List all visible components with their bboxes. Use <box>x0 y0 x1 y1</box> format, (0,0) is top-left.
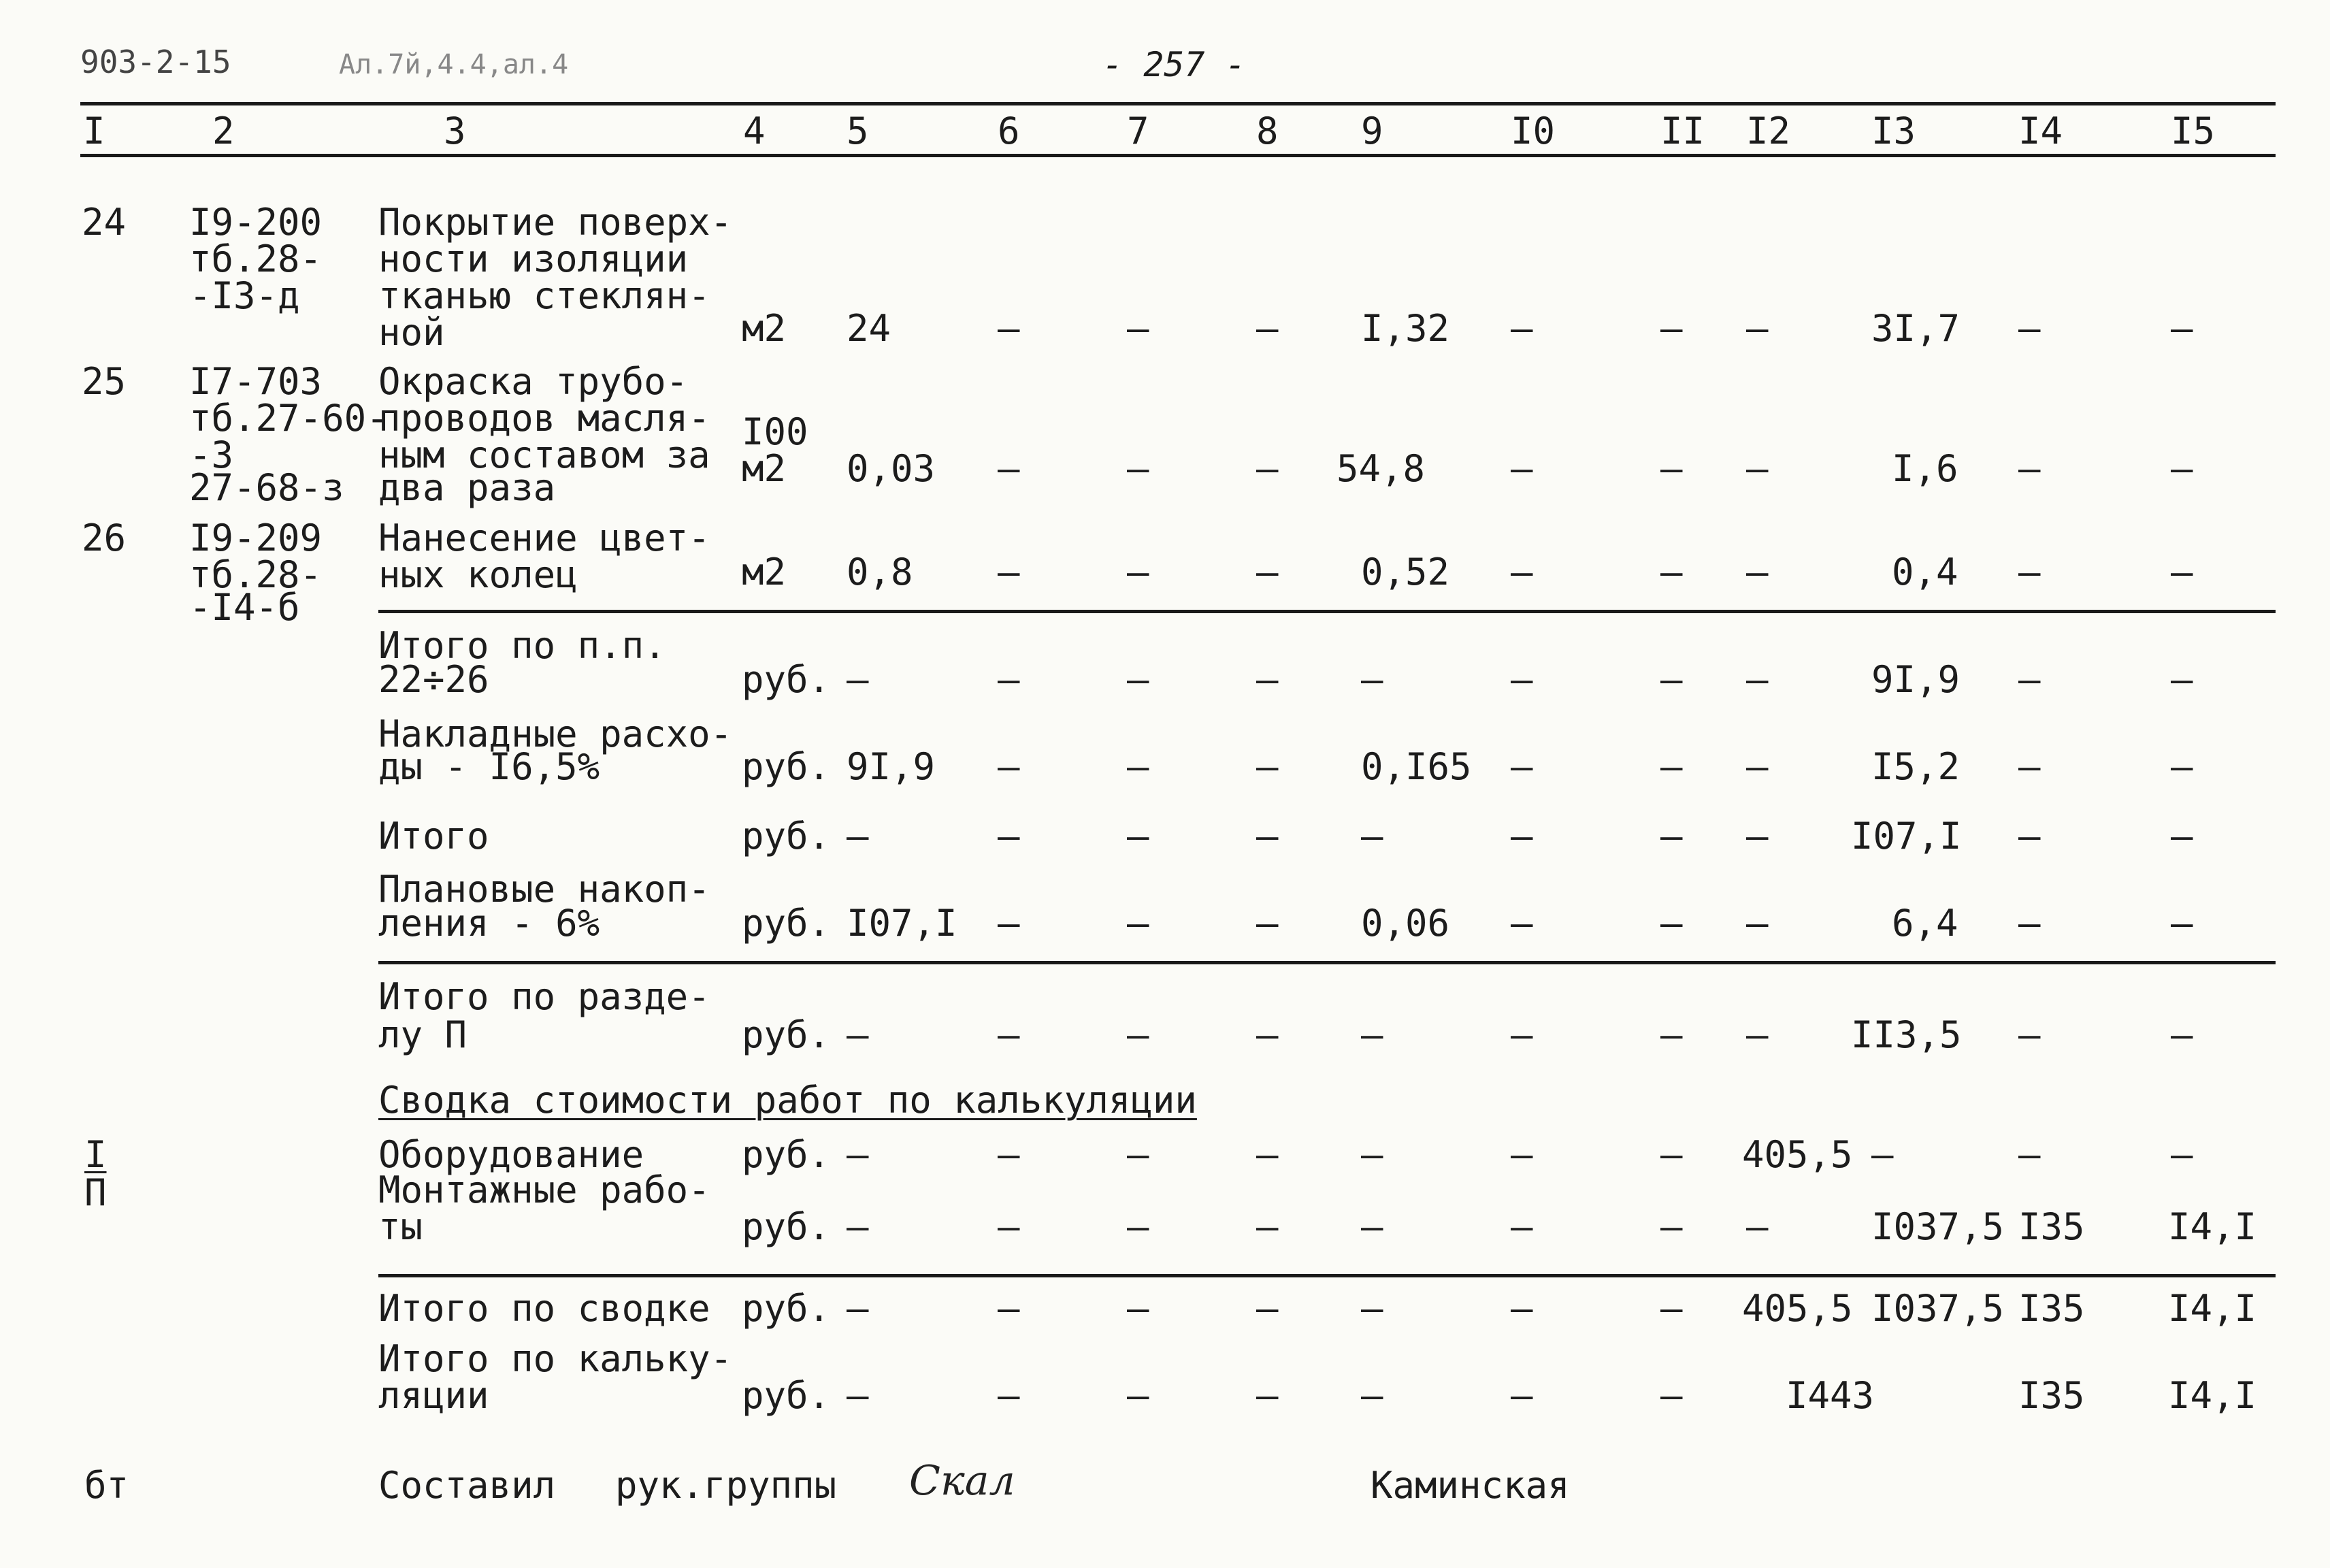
cell: – <box>1511 815 1533 858</box>
cell: – <box>2171 815 2193 858</box>
cell: 0,I65 <box>1361 745 1472 788</box>
unit: руб. <box>742 658 831 701</box>
work-description: ных колец <box>378 553 578 596</box>
cell: I35 <box>2018 1205 2085 1248</box>
cell: I4,I <box>2168 1205 2257 1248</box>
cell: – <box>1127 658 1149 701</box>
doc-code-suffix: Ал.7й,4.4,ал.4 <box>339 49 569 80</box>
cell: 0,4 <box>1892 551 1958 593</box>
unit: руб. <box>742 1374 831 1417</box>
work-description: проводов масля- <box>378 397 710 440</box>
row-label: Итого по кальку- <box>378 1337 733 1380</box>
header-top-rule <box>80 102 2276 105</box>
cell: – <box>2018 447 2041 490</box>
work-description: Покрытие поверх- <box>378 201 733 244</box>
col-header: I5 <box>2171 110 2216 152</box>
cell: I35 <box>2018 1287 2085 1330</box>
cell: – <box>1660 1133 1683 1176</box>
summary-heading: Сводка стоимости работ по калькуляции <box>378 1079 1197 1122</box>
cell: – <box>998 551 1020 593</box>
col-header: I3 <box>1871 110 1916 152</box>
cell: – <box>1660 815 1683 858</box>
signature: Скал <box>909 1457 1015 1505</box>
cell: – <box>1361 658 1383 701</box>
cell: – <box>1256 1205 1279 1248</box>
norm-code: I9-209 <box>189 517 323 559</box>
cell: – <box>1511 658 1533 701</box>
cell: – <box>1511 1133 1533 1176</box>
cell: – <box>1256 815 1279 858</box>
cell: – <box>1511 1287 1533 1330</box>
cell: I35 <box>2018 1374 2085 1417</box>
cell: – <box>1511 902 1533 945</box>
cell: – <box>1256 902 1279 945</box>
subtotal-rule <box>378 610 2276 613</box>
cell: – <box>1256 1013 1279 1056</box>
cell: – <box>1256 1287 1279 1330</box>
cell: – <box>1256 307 1279 350</box>
cell: – <box>1511 745 1533 788</box>
cell: 54,8 <box>1336 447 1426 490</box>
section-rule <box>378 961 2276 964</box>
norm-code: -3 <box>189 434 234 476</box>
cell: – <box>1127 1287 1149 1330</box>
cell: II3,5 <box>1851 1013 1962 1056</box>
cell: – <box>1660 1013 1683 1056</box>
col-header: I4 <box>2018 110 2063 152</box>
row-label: ты <box>378 1205 423 1248</box>
cell: 0,06 <box>1361 902 1450 945</box>
cell: – <box>1511 1205 1533 1248</box>
col-header: I2 <box>1746 110 1791 152</box>
cell: – <box>1746 658 1769 701</box>
cell: – <box>1511 307 1533 350</box>
cell: I037,5 <box>1871 1205 2005 1248</box>
cell: – <box>998 1205 1020 1248</box>
cell: – <box>1127 1133 1149 1176</box>
cell: 6,4 <box>1892 902 1958 945</box>
row-label: Плановые накоп- <box>378 868 710 911</box>
cell: I07,I <box>847 902 957 945</box>
row-label: Итого по п.п. <box>378 624 666 667</box>
unit: руб. <box>742 1133 831 1176</box>
unit: м2 <box>742 307 787 350</box>
cell: – <box>1746 815 1769 858</box>
row-label: лу П <box>378 1013 467 1056</box>
norm-code: 27-68-з <box>189 466 344 509</box>
cell: – <box>1361 1133 1383 1176</box>
norm-code: тб.28- <box>189 238 323 280</box>
cell: – <box>1361 815 1383 858</box>
cell: – <box>2018 307 2041 350</box>
cell: I443 <box>1786 1374 1875 1417</box>
role-label: рук.группы <box>615 1464 837 1507</box>
col-header: I <box>83 110 105 152</box>
cell: – <box>1361 1374 1383 1417</box>
cell: – <box>1746 902 1769 945</box>
cell: – <box>998 815 1020 858</box>
cell: – <box>998 447 1020 490</box>
col-header: 7 <box>1127 110 1149 152</box>
cell: – <box>1127 447 1149 490</box>
col-header: 2 <box>212 110 235 152</box>
cell: – <box>1660 447 1683 490</box>
cell: – <box>1660 1205 1683 1248</box>
row-label: Оборудование <box>378 1133 644 1176</box>
norm-code: -I4-б <box>189 586 300 629</box>
cell: – <box>1660 551 1683 593</box>
cell: – <box>1660 1287 1683 1330</box>
row-label: 22÷26 <box>378 658 489 701</box>
row-label: ления - 6% <box>378 902 600 945</box>
cell: – <box>1256 1133 1279 1176</box>
norm-code: тб.27-60- <box>189 397 389 440</box>
unit: м2 <box>742 447 787 490</box>
cell: – <box>1746 745 1769 788</box>
cell: I07,I <box>1851 815 1962 858</box>
cell: I,32 <box>1361 307 1450 350</box>
cell: – <box>1361 1013 1383 1056</box>
work-description: ной <box>378 311 445 354</box>
cell: – <box>847 1374 869 1417</box>
cell: – <box>1511 1013 1533 1056</box>
header-bottom-rule <box>80 154 2276 157</box>
cell: 405,5 <box>1742 1287 1853 1330</box>
doc-code: 903-2-15 <box>80 44 231 80</box>
unit: руб. <box>742 1287 831 1330</box>
cell: – <box>998 1287 1020 1330</box>
cell: – <box>1511 1374 1533 1417</box>
cell: – <box>1746 1013 1769 1056</box>
col-header: 5 <box>847 110 869 152</box>
cell: – <box>2018 1013 2041 1056</box>
row-label: Итого <box>378 815 489 858</box>
cell: I5,2 <box>1871 745 1960 788</box>
work-description: два раза <box>378 466 556 509</box>
cell: – <box>1127 745 1149 788</box>
unit: руб. <box>742 1205 831 1248</box>
cell: – <box>1660 1374 1683 1417</box>
cell: – <box>847 1287 869 1330</box>
row-label: ляции <box>378 1374 489 1417</box>
cell: – <box>2018 1133 2041 1176</box>
norm-code: -I3-д <box>189 274 300 317</box>
cell: – <box>1660 658 1683 701</box>
cell: – <box>1361 1205 1383 1248</box>
cell: – <box>2171 1133 2193 1176</box>
cell: – <box>2018 551 2041 593</box>
footer-code: бт <box>84 1464 129 1507</box>
row-number: 26 <box>82 517 127 559</box>
unit: руб. <box>742 902 831 945</box>
cell: – <box>998 1133 1020 1176</box>
cell: – <box>1127 1205 1149 1248</box>
cell: – <box>847 1133 869 1176</box>
cell: – <box>2171 902 2193 945</box>
cell: – <box>2018 745 2041 788</box>
cell: I,6 <box>1892 447 1958 490</box>
cell: – <box>1256 447 1279 490</box>
cell: I037,5 <box>1871 1287 2005 1330</box>
summary-rule <box>378 1274 2276 1277</box>
unit: руб. <box>742 1013 831 1056</box>
cell: 24 <box>847 307 891 350</box>
cell: – <box>1746 1205 1769 1248</box>
cell: – <box>1127 551 1149 593</box>
norm-code: тб.28- <box>189 553 323 596</box>
cell: – <box>2171 745 2193 788</box>
cell: 405,5 <box>1742 1133 1853 1176</box>
cell: – <box>998 658 1020 701</box>
norm-code: I9-200 <box>189 201 323 244</box>
unit: руб. <box>742 815 831 858</box>
cell: – <box>2018 815 2041 858</box>
work-description: ности изоляции <box>378 238 689 280</box>
cell: – <box>2171 307 2193 350</box>
cell: – <box>2171 1013 2193 1056</box>
col-header: II <box>1660 110 1705 152</box>
work-description: Окраска трубо- <box>378 360 689 403</box>
col-header: 4 <box>743 110 766 152</box>
cell: – <box>1660 307 1683 350</box>
row-number: I <box>84 1133 107 1176</box>
cell: – <box>1660 902 1683 945</box>
cell: – <box>2171 447 2193 490</box>
col-header: 9 <box>1361 110 1383 152</box>
cell: – <box>1256 1374 1279 1417</box>
cell: – <box>2018 658 2041 701</box>
cell: – <box>1746 307 1769 350</box>
row-number: П <box>84 1171 107 1214</box>
signer-name: Каминская <box>1371 1464 1570 1507</box>
cell: 9I,9 <box>847 745 936 788</box>
cell: – <box>998 307 1020 350</box>
cell: – <box>1361 1287 1383 1330</box>
cell: 9I,9 <box>1871 658 1960 701</box>
cell: – <box>1256 551 1279 593</box>
norm-code: I7-703 <box>189 360 323 403</box>
cell: – <box>2018 902 2041 945</box>
col-header: 3 <box>444 110 466 152</box>
cell: – <box>847 1013 869 1056</box>
cell: – <box>1127 1374 1149 1417</box>
cell: – <box>1511 447 1533 490</box>
unit: I00 <box>742 410 808 453</box>
cell: – <box>998 1013 1020 1056</box>
col-header: 8 <box>1256 110 1279 152</box>
unit: м2 <box>742 551 787 593</box>
cell: 0,03 <box>847 447 936 490</box>
work-description: тканью стеклян- <box>378 274 710 317</box>
cell: – <box>1746 447 1769 490</box>
cell: – <box>847 815 869 858</box>
cell: – <box>847 1205 869 1248</box>
cell: – <box>998 1374 1020 1417</box>
cell: – <box>847 658 869 701</box>
composed-label: Составил <box>378 1464 556 1507</box>
cell: – <box>998 902 1020 945</box>
row-label: Итого по сводке <box>378 1287 710 1330</box>
page-number: - 257 - <box>1102 45 1246 84</box>
work-description: ным составом за <box>378 434 710 476</box>
cell: I4,I <box>2168 1374 2257 1417</box>
unit: руб. <box>742 745 831 788</box>
cell: I4,I <box>2168 1287 2257 1330</box>
cell: – <box>1256 745 1279 788</box>
cell: – <box>1256 658 1279 701</box>
col-header: 6 <box>998 110 1020 152</box>
cell: – <box>1127 307 1149 350</box>
row-label: Итого по разде- <box>378 975 710 1018</box>
cell: – <box>1127 1013 1149 1056</box>
cell: – <box>1746 551 1769 593</box>
row-label: Накладные расхо- <box>378 713 733 755</box>
cell: 0,52 <box>1361 551 1450 593</box>
work-description: Нанесение цвет- <box>378 517 710 559</box>
cell: – <box>1511 551 1533 593</box>
row-number: 24 <box>82 201 127 244</box>
cell: – <box>2171 551 2193 593</box>
col-header: I0 <box>1511 110 1556 152</box>
cell: – <box>1127 902 1149 945</box>
row-label: ды - I6,5% <box>378 745 600 788</box>
cell: – <box>2171 658 2193 701</box>
row-label: Монтажные рабо- <box>378 1169 710 1211</box>
cell: 3I,7 <box>1871 307 1960 350</box>
cell: 0,8 <box>847 551 913 593</box>
cell: – <box>998 745 1020 788</box>
cell: – <box>1871 1133 1894 1176</box>
row-number: 25 <box>82 360 127 403</box>
cell: – <box>1660 745 1683 788</box>
cell: – <box>1127 815 1149 858</box>
